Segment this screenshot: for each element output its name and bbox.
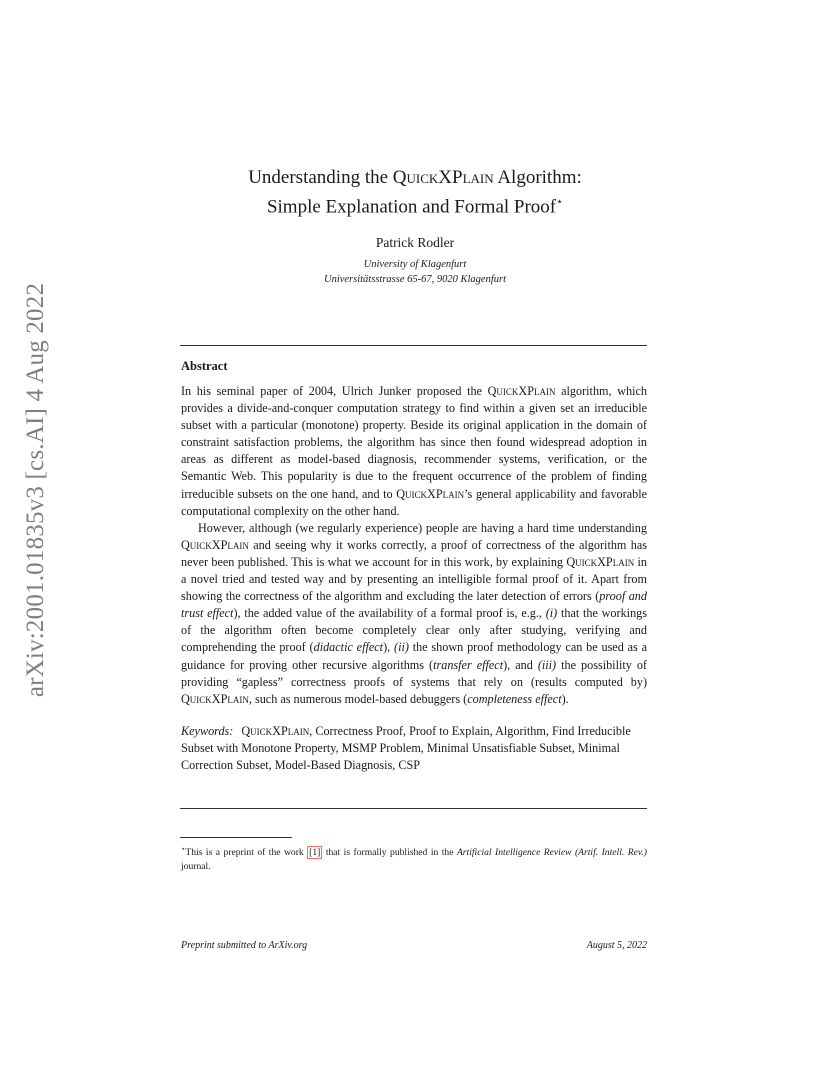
text-run: ), the added value of the availability of a formal proof is, e.g., (233, 606, 546, 621)
keywords-label: Keywords: (181, 724, 234, 738)
text-run: journal. (181, 861, 211, 873)
footer-date: August 5, 2022 (586, 940, 647, 951)
emphasis: proof and trust effect (181, 589, 647, 621)
algorithm-name: QuickXPlain (181, 691, 249, 706)
emphasis: (ii) (394, 640, 409, 655)
citation-link[interactable]: [1] (309, 847, 321, 859)
author-name: Patrick Rodler (375, 235, 455, 250)
algorithm-name: QuickXPlain (181, 537, 249, 552)
emphasis: (i) (545, 606, 558, 621)
text-run: In his seminal paper of 2004, Ulrich Junker proposed the (181, 384, 488, 398)
abstract-top-rule (180, 345, 647, 346)
footnote-rule (180, 837, 292, 838)
algorithm-name: QuickXPlain (487, 384, 556, 398)
author-affiliation (150, 257, 680, 287)
abstract-heading: Abstract (181, 359, 228, 373)
title-footnote-marker: ⋆ (556, 196, 564, 208)
affiliation-address: Universitätsstrasse 65-67, 9020 Klagenfurt (323, 274, 506, 285)
text-run: ), (383, 640, 395, 655)
title-text: Understanding the (248, 167, 393, 188)
text-run: the shown proof methodology can be used as a guidance for proving other recursive algorithms ( (181, 640, 648, 672)
footnote (181, 842, 647, 874)
journal-name: Artificial Intelligence Review (Artif. Intell. Rev.) (456, 847, 647, 859)
arxiv-identifier-text: arXiv:2001.01835v3 [cs.AI] 4 Aug 2022 (22, 282, 49, 698)
text-run: , such as numerous model-based debuggers ( (248, 691, 468, 706)
affiliation-institution: University of Klagenfurt (363, 259, 467, 270)
algorithm-name: QuickXPlain (566, 554, 635, 569)
title-text: Algorithm: (493, 167, 582, 188)
footnote-marker: ⋆ (181, 845, 186, 853)
text-run: ). (561, 691, 569, 706)
text-run: This is a preprint of the work (185, 847, 308, 859)
emphasis: transfer effect (433, 657, 504, 672)
paper-title (150, 165, 680, 219)
title-algorithm-name: QuickXPlain (392, 167, 494, 188)
abstract-bottom-rule (180, 808, 647, 809)
emphasis: (iii) (537, 657, 557, 672)
text-run: ), and (503, 657, 538, 672)
text-run: that is formally published in the (322, 847, 457, 859)
text-run: algorithm, which provides a divide-and-conquer computation strategy to find within a given set an irreducible subset with a particular (monotone) property. Beside its original application in the domain of constraint satisfaction problems, the algorithm has since then found widespread adoption in areas as different as model-based diagnosis, recommender systems, verification, or the Semantic Web. This popularity is due to the frequent occurrence of the problem of finding irreducible subsets on the one hand, and to (181, 384, 647, 501)
abstract-paragraph-1 (181, 383, 647, 520)
footer-submission-note: Preprint submitted to ArXiv.org (181, 940, 308, 951)
text-run: and seeing why it works correctly, a proof of correctness of the algorithm has never been published. This is what we account for in this work, by explaining (181, 537, 647, 569)
text-run: ’s general applicability and favorable computational complexity on the other hand. (181, 486, 647, 518)
text-run: in a novel tried and tested way and by presenting an intelligible formal proof of it. Apart from showing the correctness of the algorithm and excluding the later detection of errors ( (181, 554, 647, 604)
algorithm-name: QuickXPlain (241, 724, 310, 738)
title-line-2 (150, 190, 680, 219)
keywords (181, 723, 647, 774)
algorithm-name: QuickXPlain (396, 486, 465, 501)
emphasis: completeness effect (467, 691, 562, 706)
text-run: the possibility of providing “gapless” correctness proofs of systems that rely on (results computed by) (181, 657, 647, 689)
text-run: that the workings of the algorithm often become completely clear only after studying, verifying and comprehending the proof ( (181, 606, 647, 655)
abstract-paragraph-2 (181, 520, 647, 708)
title-text: Simple Explanation and Formal Proof (266, 196, 557, 218)
abstract-body (181, 383, 647, 708)
text-run: However, although (we regularly experience) people are having a hard time understanding (198, 520, 647, 535)
emphasis: didactic effect (313, 640, 384, 655)
keywords-list: , Correctness Proof, Proof to Explain, Algorithm, Find Irreducible Subset with Monotone Property, MSMP Problem, Minimal Unsatisfiable Subset, Minimal Correction Subset, Model-Based Diagnosis, CSP (181, 724, 631, 773)
title-line-1 (150, 165, 680, 190)
